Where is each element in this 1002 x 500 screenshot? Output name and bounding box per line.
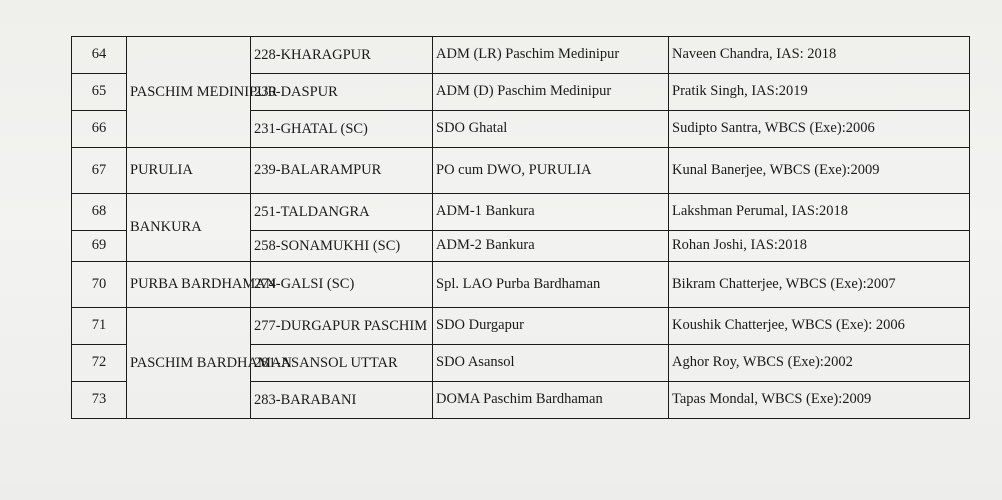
serial-number: 70 bbox=[72, 262, 127, 308]
officer-name: Pratik Singh, IAS:2019 bbox=[669, 74, 970, 111]
assembly-constituency: 251-TALDANGRA bbox=[251, 194, 433, 231]
assembly-constituency: 277-DURGAPUR PASCHIM bbox=[251, 308, 433, 345]
officer-post: ADM (LR) Paschim Medinipur bbox=[433, 37, 669, 74]
serial-number: 66 bbox=[72, 111, 127, 148]
serial-number: 73 bbox=[72, 382, 127, 419]
serial-number: 68 bbox=[72, 194, 127, 231]
officer-name: Sudipto Santra, WBCS (Exe):2006 bbox=[669, 111, 970, 148]
serial-number: 65 bbox=[72, 74, 127, 111]
serial-number: 72 bbox=[72, 345, 127, 382]
district-cell: PURBA BARDHAMAN bbox=[127, 262, 251, 308]
assembly-constituency: 258-SONAMUKHI (SC) bbox=[251, 231, 433, 262]
officer-roster-table bbox=[71, 36, 970, 419]
assembly-constituency: 230-DASPUR bbox=[251, 74, 433, 111]
assembly-constituency: 283-BARABANI bbox=[251, 382, 433, 419]
officer-post: Spl. LAO Purba Bardhaman bbox=[433, 262, 669, 308]
officer-post: DOMA Paschim Bardhaman bbox=[433, 382, 669, 419]
officer-post: PO cum DWO, PURULIA bbox=[433, 148, 669, 194]
table-row bbox=[72, 308, 970, 345]
officer-post: ADM-2 Bankura bbox=[433, 231, 669, 262]
serial-number: 69 bbox=[72, 231, 127, 262]
district-cell: PASCHIM MEDINIPUR bbox=[127, 37, 251, 148]
officer-name: Koushik Chatterjee, WBCS (Exe): 2006 bbox=[669, 308, 970, 345]
table-row bbox=[72, 148, 970, 194]
officer-name: Kunal Banerjee, WBCS (Exe):2009 bbox=[669, 148, 970, 194]
assembly-constituency: 228-KHARAGPUR bbox=[251, 37, 433, 74]
district-cell: PASCHIM BARDHAMAN bbox=[127, 308, 251, 419]
assembly-constituency: 281-ASANSOL UTTAR bbox=[251, 345, 433, 382]
table-row bbox=[72, 194, 970, 231]
officer-name: Lakshman Perumal, IAS:2018 bbox=[669, 194, 970, 231]
officer-post: SDO Durgapur bbox=[433, 308, 669, 345]
district-cell: PURULIA bbox=[127, 148, 251, 194]
officer-post: SDO Asansol bbox=[433, 345, 669, 382]
officer-name: Tapas Mondal, WBCS (Exe):2009 bbox=[669, 382, 970, 419]
officer-post: SDO Ghatal bbox=[433, 111, 669, 148]
officer-name: Naveen Chandra, IAS: 2018 bbox=[669, 37, 970, 74]
serial-number: 71 bbox=[72, 308, 127, 345]
table-row bbox=[72, 262, 970, 308]
assembly-constituency: 231-GHATAL (SC) bbox=[251, 111, 433, 148]
assembly-constituency: 239-BALARAMPUR bbox=[251, 148, 433, 194]
serial-number: 64 bbox=[72, 37, 127, 74]
officer-post: ADM (D) Paschim Medinipur bbox=[433, 74, 669, 111]
officer-name: Bikram Chatterjee, WBCS (Exe):2007 bbox=[669, 262, 970, 308]
officer-name: Rohan Joshi, IAS:2018 bbox=[669, 231, 970, 262]
officer-name: Aghor Roy, WBCS (Exe):2002 bbox=[669, 345, 970, 382]
assembly-constituency: 274-GALSI (SC) bbox=[251, 262, 433, 308]
district-cell: BANKURA bbox=[127, 194, 251, 262]
officer-post: ADM-1 Bankura bbox=[433, 194, 669, 231]
table-row bbox=[72, 37, 970, 74]
serial-number: 67 bbox=[72, 148, 127, 194]
